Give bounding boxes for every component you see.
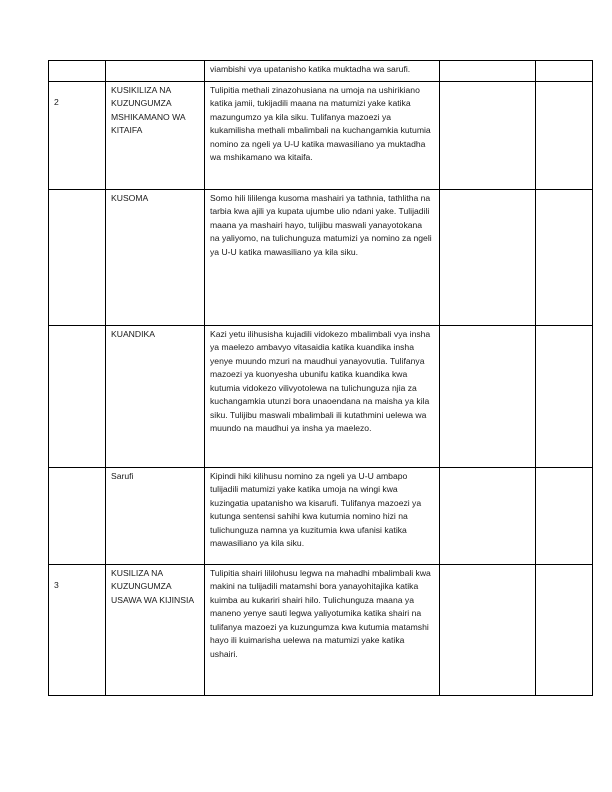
week-cell: 3 <box>49 564 106 695</box>
empty-cell <box>536 325 593 467</box>
content-cell: viambishi vya upatanisho katika muktadha wa sarufi. <box>205 61 440 82</box>
topic-cell <box>106 61 205 82</box>
week-cell <box>49 467 106 564</box>
topic-cell: Sarufi <box>106 467 205 564</box>
week-cell <box>49 61 106 82</box>
empty-cell <box>440 81 536 189</box>
empty-cell <box>440 189 536 325</box>
empty-cell <box>440 467 536 564</box>
week-cell: 2 <box>49 81 106 189</box>
topic-cell: KUSIKILIZA NA KUZUNGUMZA MSHIKAMANO WA KITAIFA <box>106 81 205 189</box>
table-row <box>49 81 593 189</box>
table-row <box>49 61 593 82</box>
table-row <box>49 467 593 564</box>
empty-cell <box>536 467 593 564</box>
topic-cell: KUSILIZA NA KUZUNGUMZA USAWA WA KIJINSIA <box>106 564 205 695</box>
week-cell <box>49 325 106 467</box>
empty-cell <box>440 564 536 695</box>
empty-cell <box>440 325 536 467</box>
empty-cell <box>440 61 536 82</box>
table-row <box>49 189 593 325</box>
empty-cell <box>536 81 593 189</box>
empty-cell <box>536 61 593 82</box>
content-cell: Kazi yetu ilihusisha kujadili vidokezo mbalimbali vya insha ya maelezo ambavyo vitasaidia katika kuandika insha yenye muundo mzuri na maudhui yanayovutia. Tulifanya mazoezi ya kuonyesha ubunifu katika kuandika kwa kutumia vidokezo vilivyotolewa na tulichunguza njia za kuchangamkia utunzi bora unaoendana na maisha ya kila siku. Tulijibu maswali mbalimbali ili kutathmini uelewa wa muundo na maudhui ya insha ya maelezo. <box>205 325 440 467</box>
content-cell: Somo hili lililenga kusoma mashairi ya tathnia, tathlitha na tarbia kwa ajili ya kupata ujumbe ulio ndani yake. Tulijadili maana ya mashairi hayo, tulijibu maswali yanayotokana na yaliyomo, na tulichunguza matumizi ya nomino za ngeli ya U-U katika mawasiliano ya kila siku. <box>205 189 440 325</box>
table-row <box>49 564 593 695</box>
content-cell: Tulipitia shairi lililohusu legwa na mahadhi mbalimbali kwa makini na tulijadili matamshi bora yanayohitajika katika kuimba au kukariri shairi hilo. Tulichunguza maana ya maneno yenye sauti legwa yaliyotumika katika shairi na tulifanya mazoezi ya kuzungumza kwa kutumia matamshi hayo ili kuimarisha uelewa na matumizi yake katika ushairi. <box>205 564 440 695</box>
topic-cell: KUANDIKA <box>106 325 205 467</box>
content-cell: Tulipitia methali zinazohusiana na umoja na ushirikiano katika jamii, tukijadili maana na matumizi yake katika mazungumzo ya kila siku. Tulifanya mazoezi ya kukamilisha methali mbalimbali na kuchangamkia kutumia nomino za ngeli ya U-U katika mawasiliano ya muktadha wa mshikamano wa kitaifa. <box>205 81 440 189</box>
content-cell: Kipindi hiki kilihusu nomino za ngeli ya U-U ambapo tulijadili matumizi yake katika umoja na wingi kwa kuzingatia upatanisho wa kisarufi. Tulifanya mazoezi ya kutunga sentensi sahihi kwa kutumia nomino hizi na tulichunguza namna ya kuzitumia kwa ufanisi katika mawasiliano ya kila siku. <box>205 467 440 564</box>
empty-cell <box>536 189 593 325</box>
table-row <box>49 325 593 467</box>
empty-cell <box>536 564 593 695</box>
lesson-record-table <box>48 60 593 696</box>
week-cell <box>49 189 106 325</box>
topic-cell: KUSOMA <box>106 189 205 325</box>
